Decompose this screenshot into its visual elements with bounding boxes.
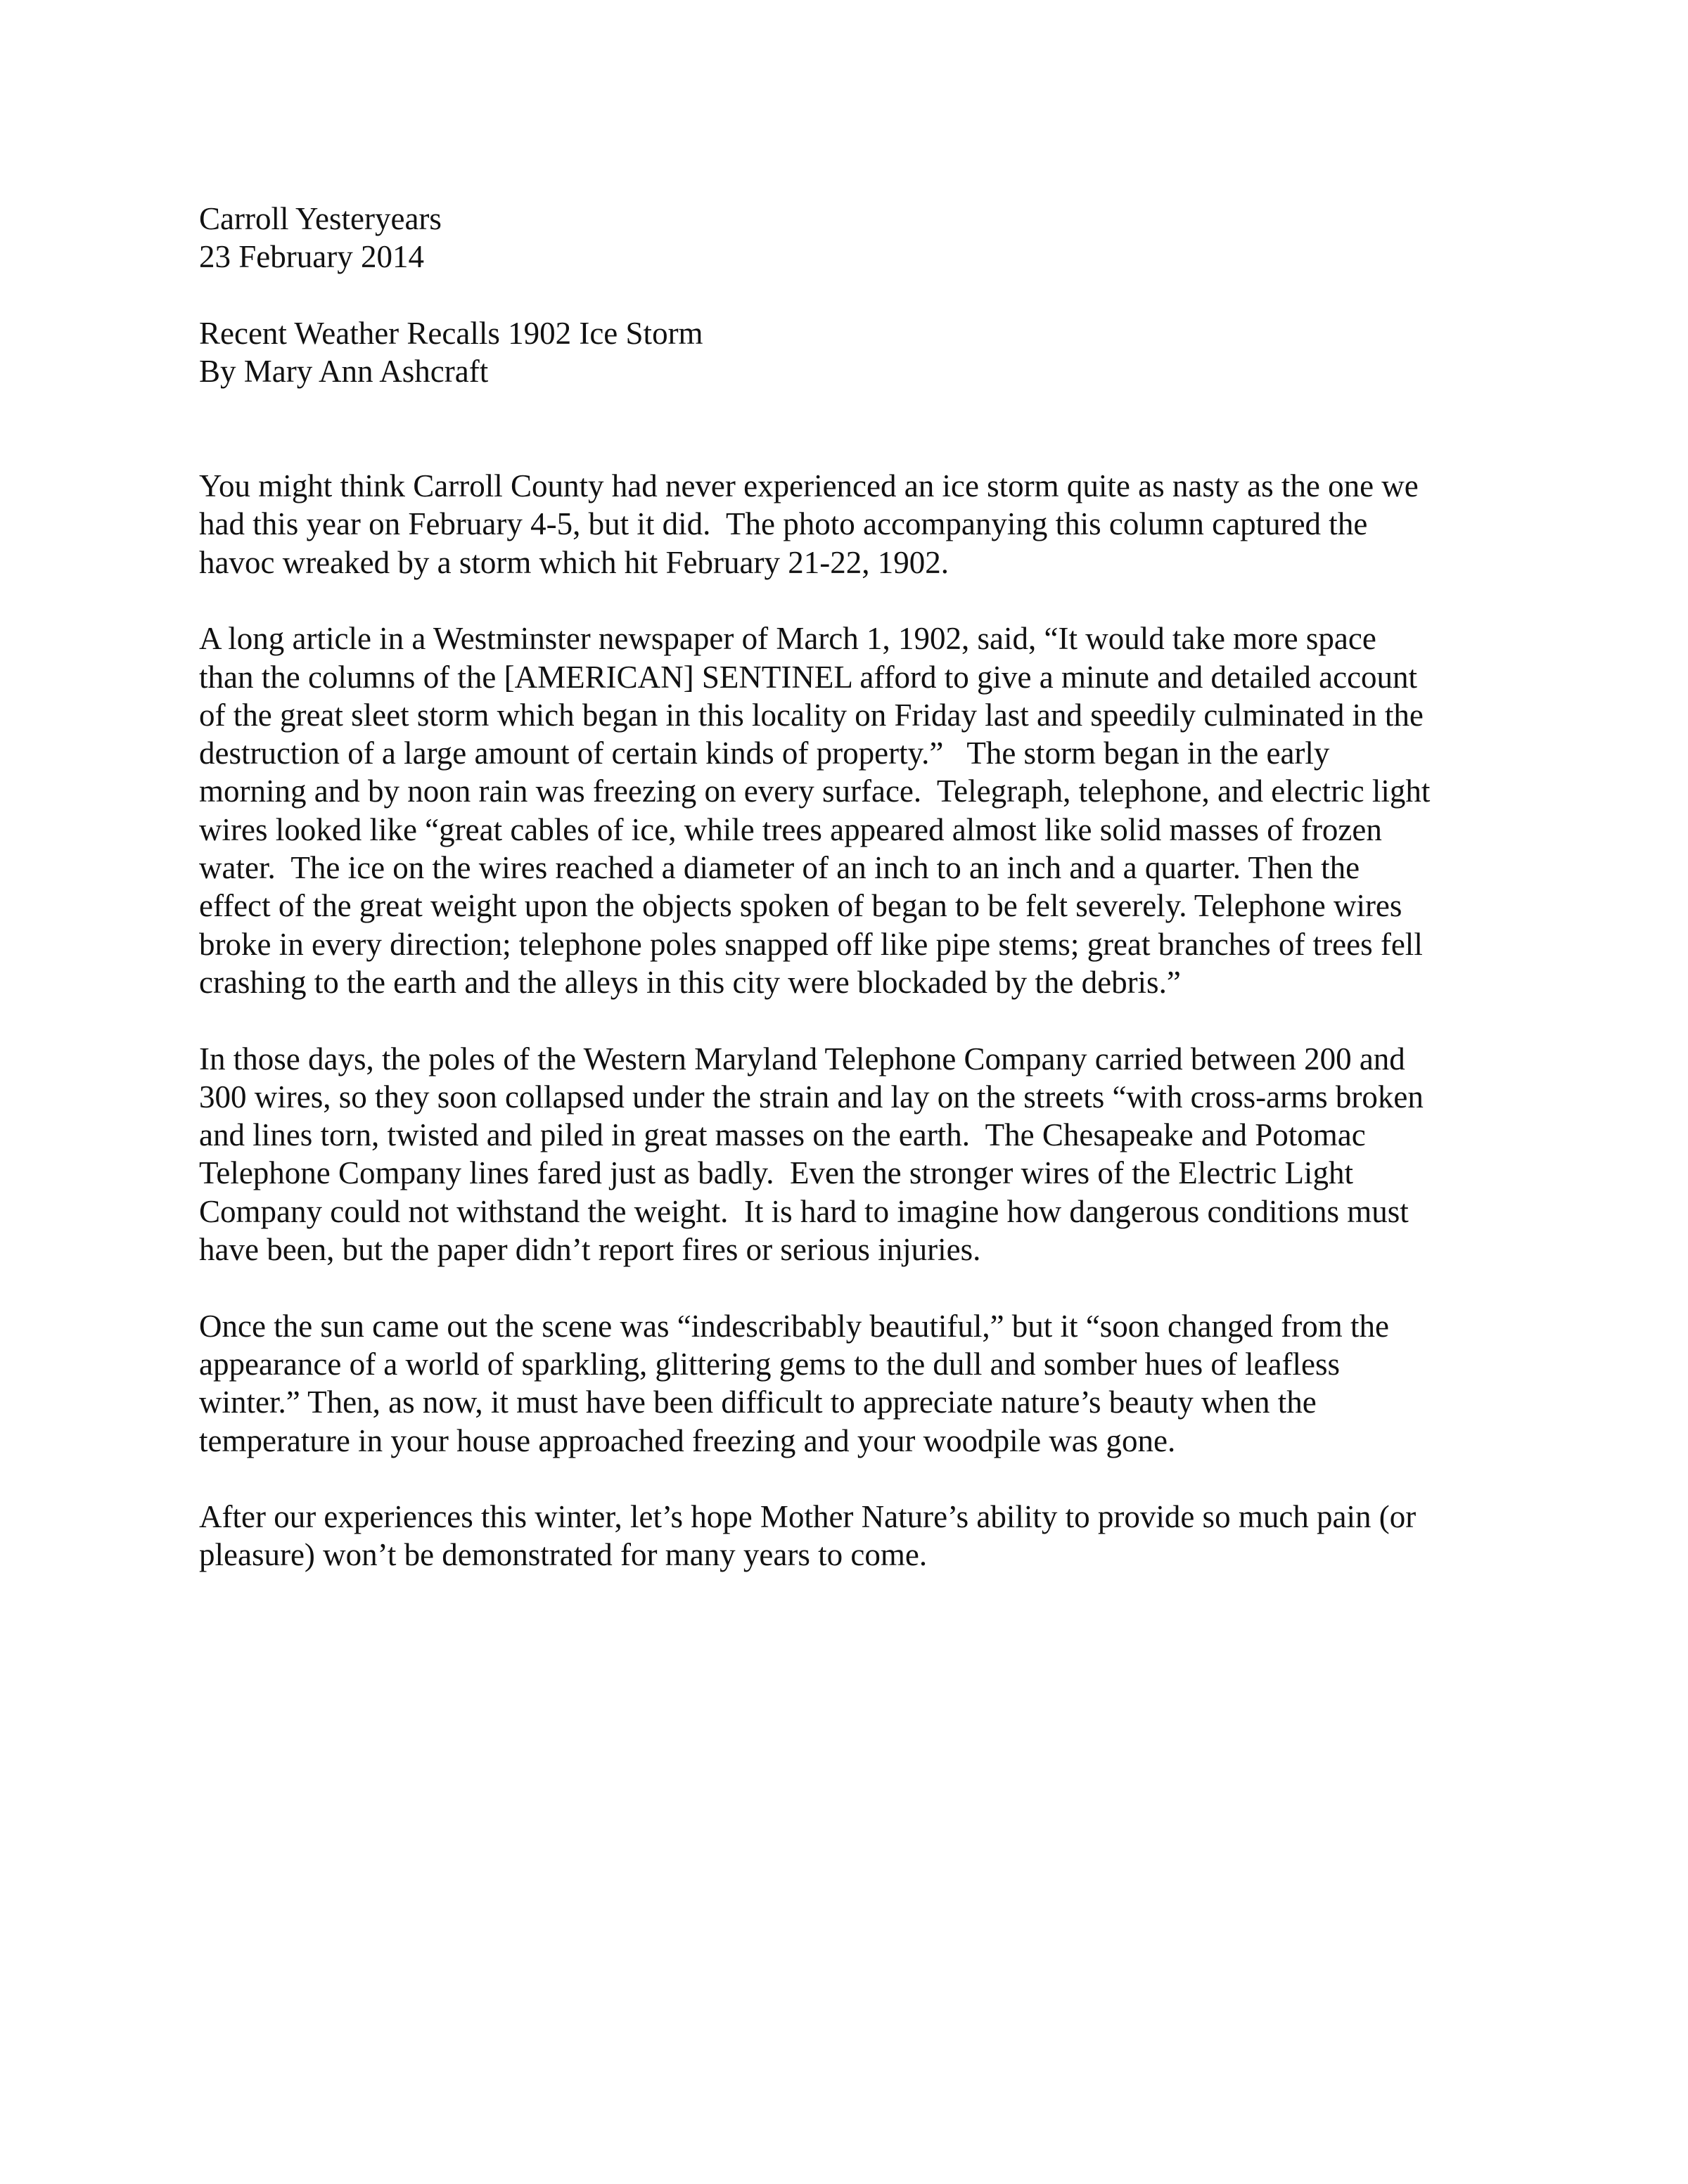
paragraph-line: A long article in a Westminster newspaper of March 1, 1902, said, “It would take more space [199,621,1376,657]
paragraph-line: appearance of a world of sparkling, glittering gems to the dull and somber hues of leafless [199,1346,1341,1382]
paragraph-line: water. The ice on the wires reached a diameter of an inch to an inch and a quarter. Then the [199,850,1360,886]
paragraph [199,467,1430,582]
column-date: 23 February 2014 [199,239,424,275]
paragraph-line: You might think Carroll County had never experienced an ice storm quite as nasty as the one we [199,468,1419,504]
paragraph [199,1040,1430,1269]
paragraph [199,1498,1430,1574]
paragraph-line: destruction of a large amount of certain kinds of property.” The storm began in the early [199,736,1330,771]
article-body [199,467,1430,1574]
paragraph-line: than the columns of the [AMERICAN] SENTINEL afford to give a minute and detailed account [199,659,1418,695]
article-byline: By Mary Ann Ashcraft [199,354,489,390]
paragraph-line: morning and by noon rain was freezing on every surface. Telegraph, telephone, and electric light [199,773,1431,809]
paragraph-line: pleasure) won’t be demonstrated for many years to come. [199,1537,928,1573]
paragraph-line: Once the sun came out the scene was “indescribably beautiful,” but it “soon changed from the [199,1308,1389,1344]
paragraph-line: have been, but the paper didn’t report fires or serious injuries. [199,1232,981,1268]
paragraph-line: Company could not withstand the weight. It is hard to imagine how dangerous conditions must [199,1193,1409,1229]
paragraph-line: havoc wreaked by a storm which hit February 21-22, 1902. [199,544,949,580]
paragraph-line: and lines torn, twisted and piled in great masses on the earth. The Chesapeake and Potomac [199,1117,1366,1153]
paragraph-line: 300 wires, so they soon collapsed under the strain and lay on the streets “with cross-arms broken [199,1079,1424,1115]
paragraph-line: had this year on February 4-5, but it did. The photo accompanying this column captured the [199,506,1368,542]
document-page [199,200,1430,1574]
paragraph-line: broke in every direction; telephone poles snapped off like pipe stems; great branches of trees fell [199,926,1423,962]
column-name: Carroll Yesteryears [199,201,442,236]
paragraph-line: In those days, the poles of the Western Maryland Telephone Company carried between 200 and [199,1041,1405,1077]
article-title: Recent Weather Recalls 1902 Ice Storm [199,315,703,351]
paragraph-line: After our experiences this winter, let’s hope Mother Nature’s ability to provide so much pain (or [199,1499,1417,1535]
paragraph-line: effect of the great weight upon the objects spoken of began to be felt severely. Telephone wires [199,888,1402,924]
paragraph-line: crashing to the earth and the alleys in this city were blockaded by the debris.” [199,964,1181,1000]
paragraph-line: wires looked like “great cables of ice, while trees appeared almost like solid masses of frozen [199,811,1382,847]
paragraph-line: winter.” Then, as now, it must have been difficult to appreciate nature’s beauty when the [199,1385,1317,1420]
paragraph-line: temperature in your house approached freezing and your woodpile was gone. [199,1422,1176,1458]
paragraph [199,619,1430,1001]
paragraph [199,1307,1430,1460]
paragraph-line: of the great sleet storm which began in this locality on Friday last and speedily culminated in the [199,697,1424,733]
paragraph-line: Telephone Company lines fared just as badly. Even the stronger wires of the Electric Light [199,1155,1353,1191]
